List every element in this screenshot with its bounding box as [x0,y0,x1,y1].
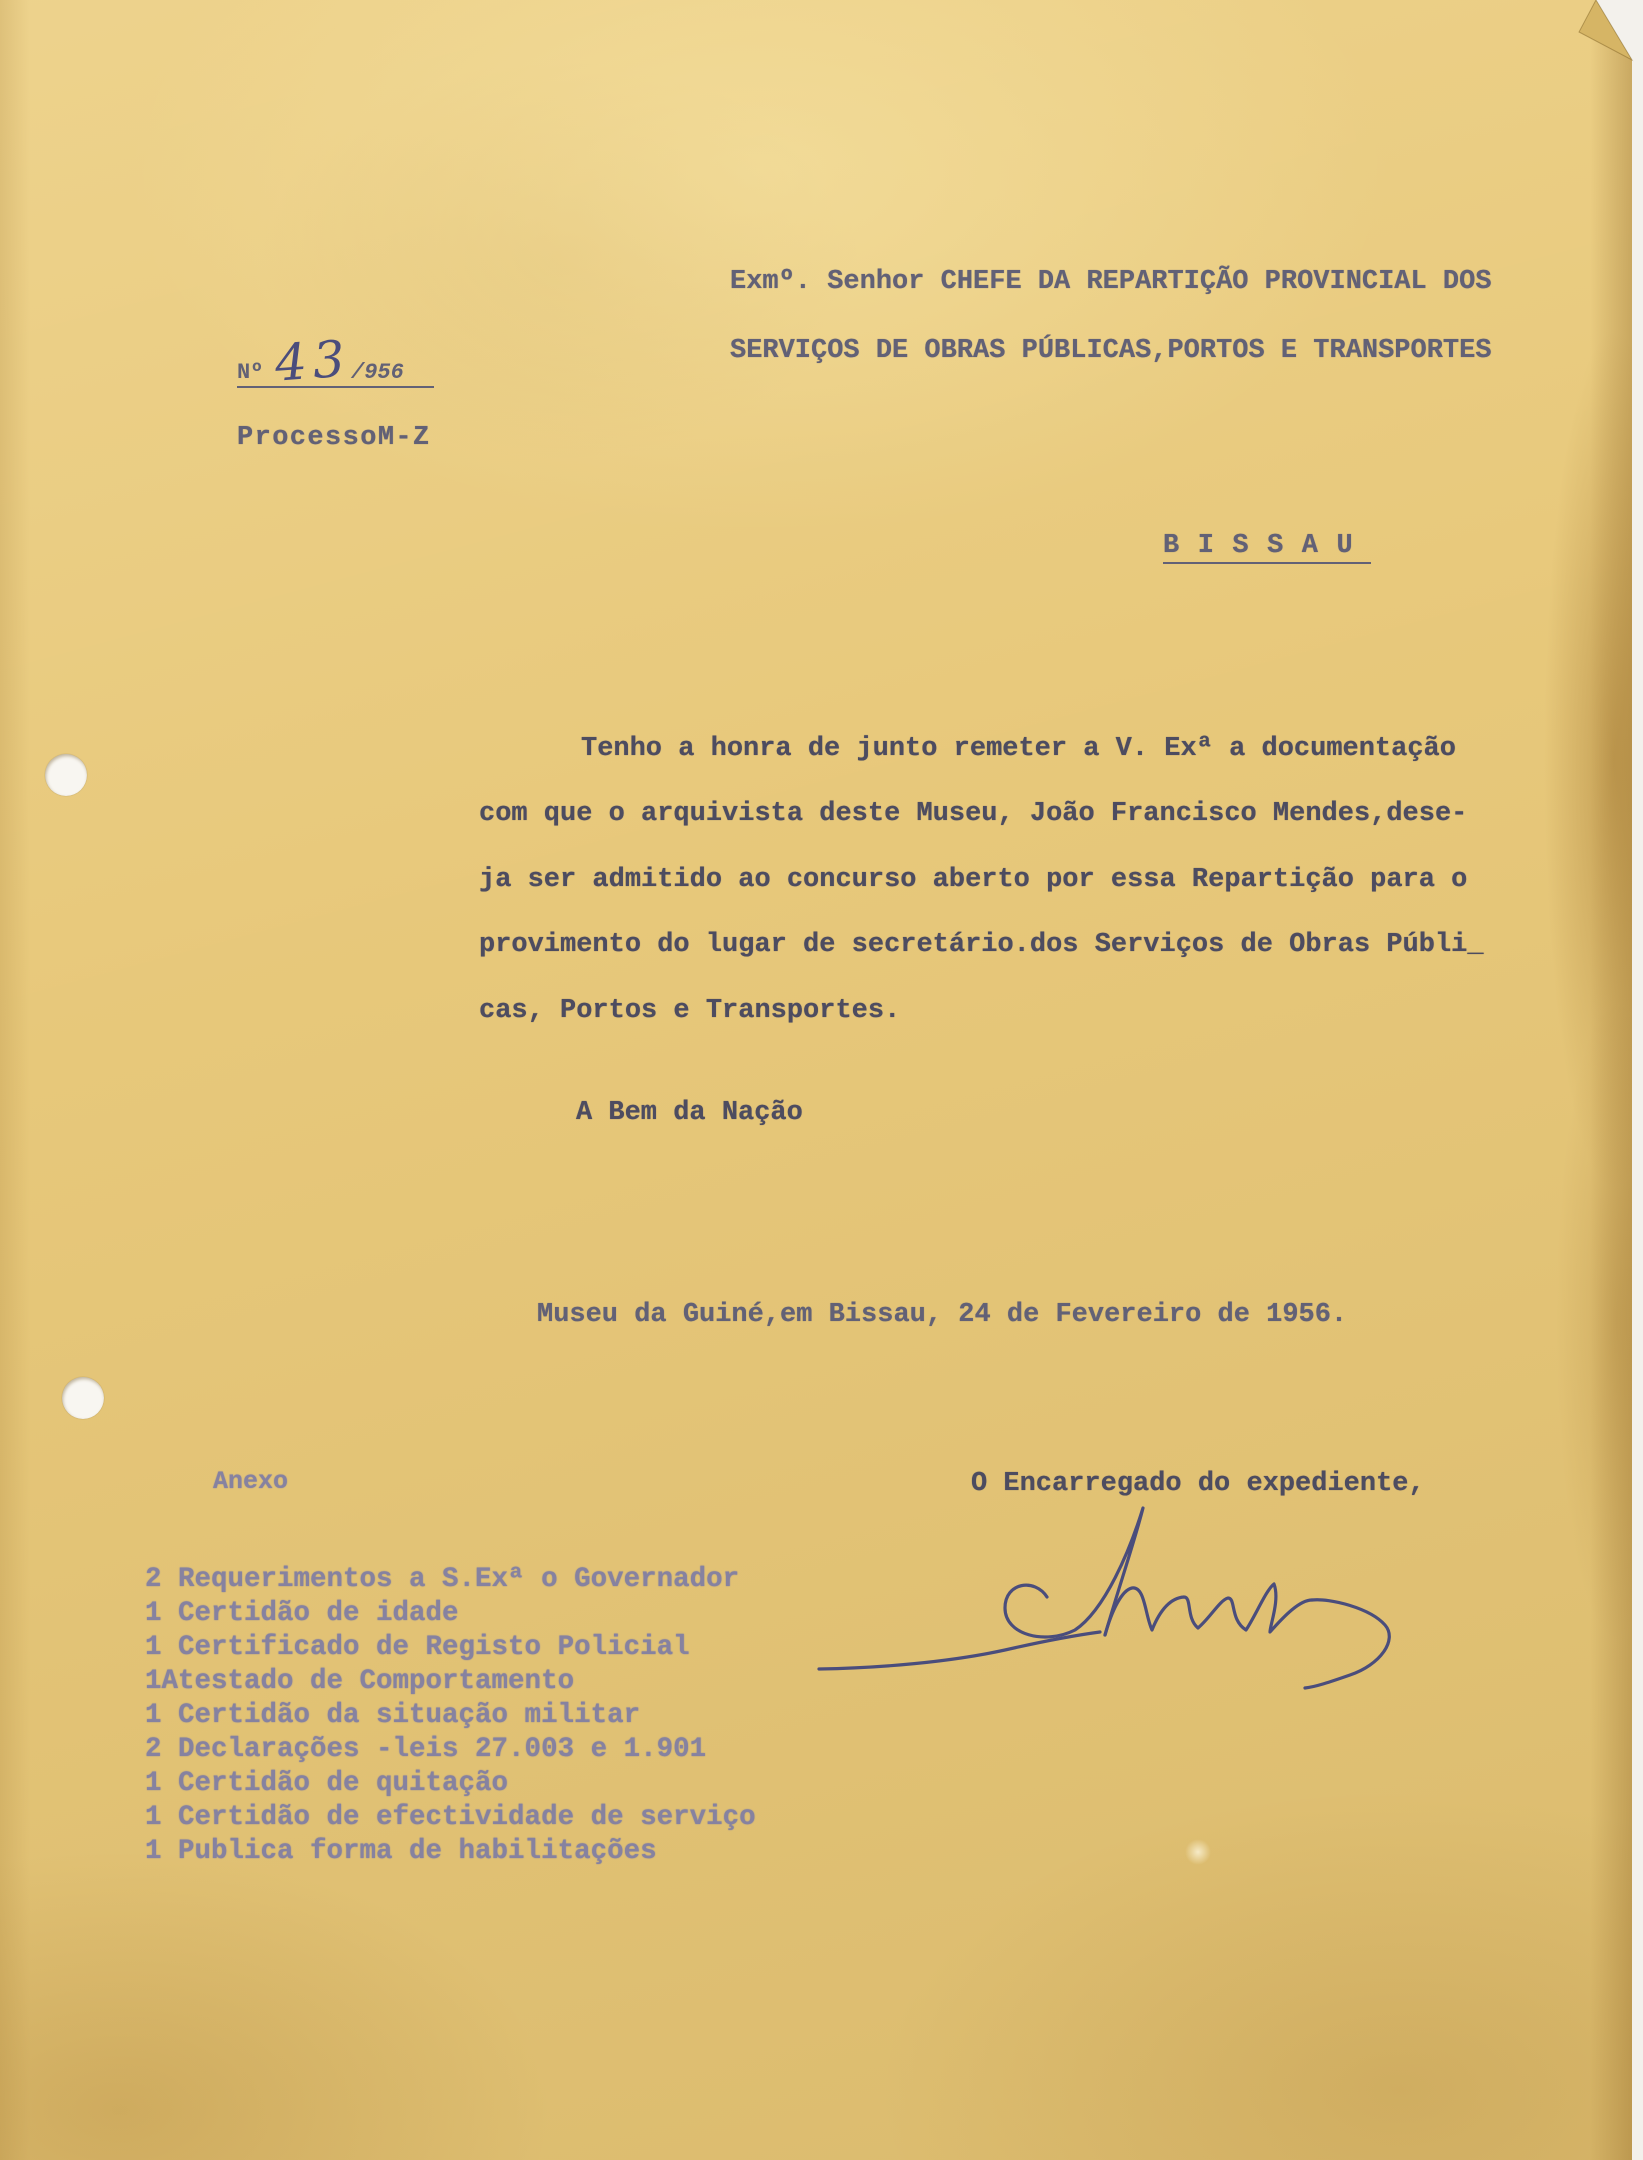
annex-item: 1 Certidão de efectividade de serviço [145,1802,756,1833]
annex-item: 1 Certificado de Registo Policial [145,1632,690,1663]
paper-spot [1185,1839,1211,1865]
body-line: ja ser admitido ao concurso aberto por essa Repartição para o [479,864,1468,895]
signature-final-loop [1305,1600,1389,1688]
addressee-line-2: SERVIÇOS DE OBRAS PÚBLICAS,PORTOS E TRANSPORTES [730,336,1492,366]
letter-body [479,717,1484,1044]
body-line: provimento do lugar de secretário.dos Serviços de Obras Públi_ [479,930,1484,961]
addressee-line-1: Exmº. Senhor CHEFE DA REPARTIÇÃO PROVINCIAL DOS [730,267,1492,297]
process-code: ProcessoM-Z [237,423,431,453]
reference-prefix: Nº [237,360,264,385]
city-heading: BISSAU [1163,530,1371,564]
date-line: Museu da Guiné,em Bissau, 24 de Fevereiro de 1956. [537,1300,1348,1330]
signature-letters [1105,1584,1312,1635]
annex-item: 2 Requerimentos a S.Exª o Governador [145,1564,740,1595]
signature-initial [1005,1508,1143,1637]
annex-item: 1 Certidão de quitação [145,1768,509,1799]
annex-list [145,1563,756,1869]
closing-salutation: A Bem da Nação [576,1098,803,1128]
annex-title: Anexo [213,1467,289,1496]
reference-number [237,329,434,393]
body-line: com que o arquivista deste Museu, João Francisco Mendes,dese- [479,799,1468,830]
annex-item: 1 Publica forma de habilitações [145,1836,657,1867]
reference-year: /956 [351,360,404,385]
body-line: cas, Portos e Transportes. [479,995,901,1026]
annex-item: 1Atestado de Comportamento [145,1666,575,1697]
reference-handwritten-number: 43 [273,329,353,393]
annex-item: 2 Declarações -leis 27.003 e 1.901 [145,1734,707,1765]
punch-hole-top [45,754,87,796]
annex-item: 1 Certidão de idade [145,1598,459,1629]
folded-corner [1570,0,1643,80]
handwritten-signature [800,1490,1420,1710]
body-line: Tenho a honra de junto remeter a V. Exª a documentação [581,734,1456,764]
signatory-title: O Encarregado do expediente, [971,1469,1425,1499]
punch-hole-bottom [62,1377,104,1419]
signature-flourish [819,1632,1100,1669]
folded-corner-flap [1579,0,1632,60]
annex-item: 1 Certidão da situação militar [145,1700,641,1731]
